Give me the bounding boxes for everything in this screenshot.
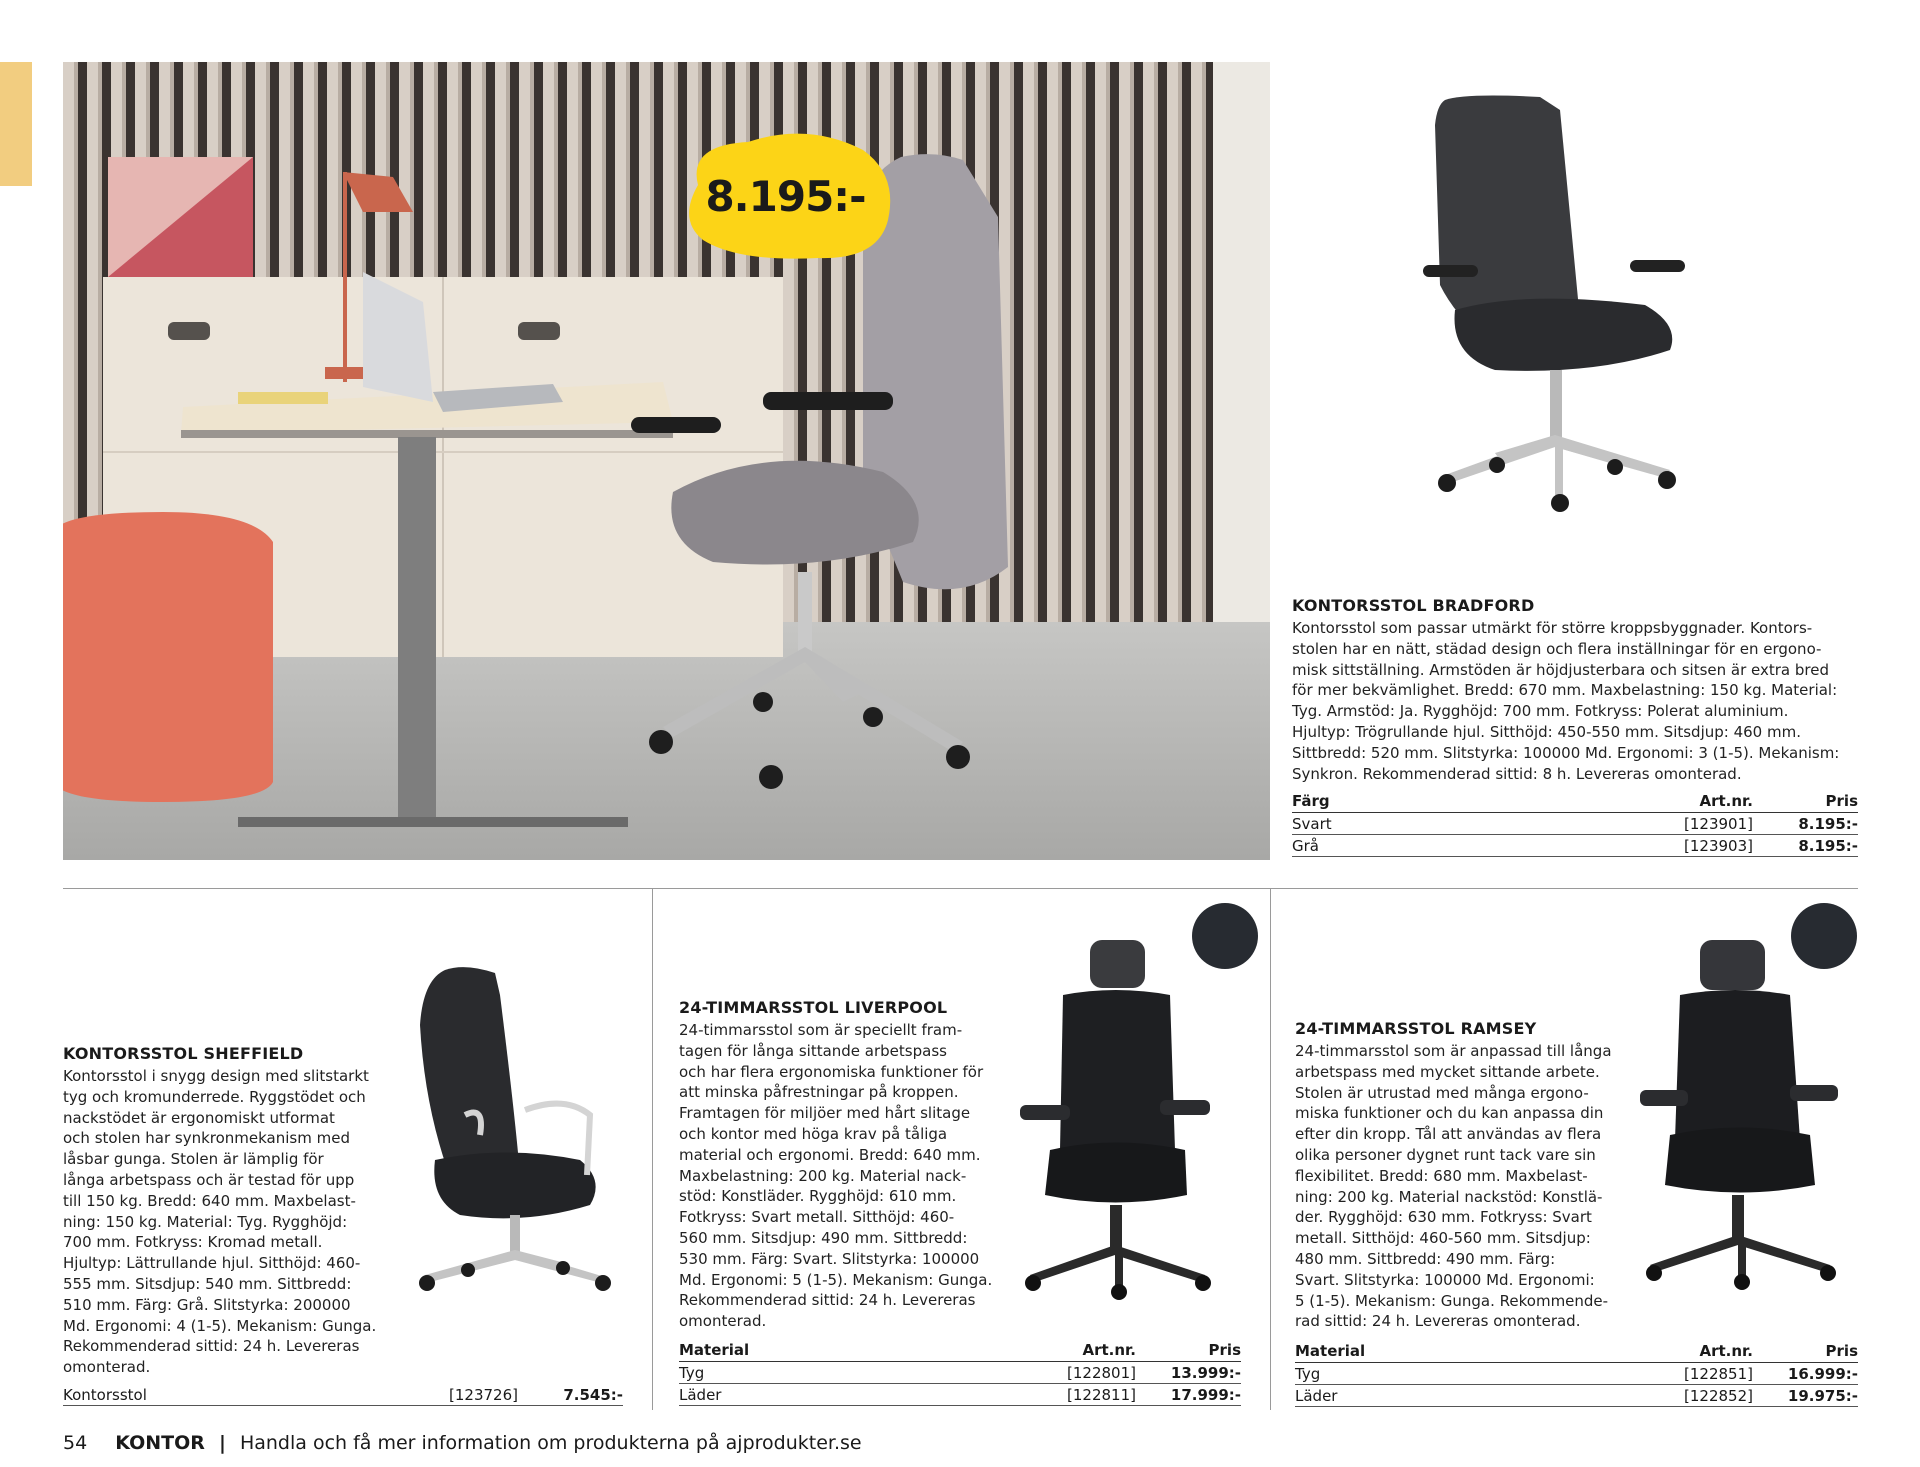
column-divider — [652, 888, 653, 1410]
table-row: Kontorsstol [123726] 7.545:- — [63, 1386, 623, 1404]
ramsey-description: 24-timmarsstol som är anpassad till långa arbetspass med mycket sittande arbete. Stolen är utrustad med många ergono- miska funktioner och du kan anpassa din efter din kropp. Tål att användas av flera olika personer dygnet runt tack vare sin flexibilitet. Bredd: 680 mm. Maxbelast- ning: 200 kg. Material nackstöd: Konstlä- der. Rygghöjd: 630 mm. Fotkryss: Svart metall. Sitthöjd: 460-560 mm. Sitsdjup: 480 mm. Sittbredd: 490 mm. Färg: Svart. Slitstyrka: 100000 Md. Ergonomi: 5 (1-5). Mekanism: Gunga. Rekommende- rad sittid: 24 h. Levereras omonterad. — [1295, 1042, 1612, 1331]
table-row: Läder [122852] 19.975:- — [1295, 1385, 1858, 1407]
footer-separator: | — [218, 1432, 226, 1454]
column-divider — [1270, 888, 1271, 1410]
hero-photo — [63, 62, 1270, 860]
bradford-product-image — [1405, 85, 1725, 525]
sheffield-description: Kontorsstol i snygg design med slitstarkt tyg och kromunderrede. Ryggstödet och nackstödet är ergonomiskt utformat och stolen har synkronmekanism med låsbar gunga. Stolen är lämplig för långa arbetspass och är testad för upp till 150 kg. Bredd: 640 mm. Maxbelast- ning: 150 kg. Material: Tyg. Rygghöjd: 700 mm. Fotkryss: Kromad metall. Hjultyp: Lättrullande hjul. Sitthöjd: 460- 555 mm. Sitsdjup: 540 mm. Sittbredd: 510 mm. Färg: Grå. Slitstyrka: 200000 Md. Ergonomi: 4 (1-5). Mekanism: Gunga. Rekommenderad sittid: 24 h. Levereras omonterad. — [63, 1067, 377, 1377]
ramsey-title: 24-TIMMARSSTOL RAMSEY — [1295, 1019, 1537, 1038]
table-row: Grå [123903] 8.195:- — [1292, 835, 1858, 857]
ramsey-price-table: Material Art.nr. Pris Tyg [122851] 16.999:- Läder [122852] 19.975:- — [1295, 1342, 1858, 1405]
sheffield-price-table — [63, 1384, 623, 1406]
footer-section: KONTOR — [115, 1432, 205, 1454]
price-badge-text: 8.195:- — [705, 172, 866, 221]
bradford-title: KONTORSSTOL BRADFORD — [1292, 596, 1535, 615]
page-footer — [63, 1432, 862, 1454]
liverpool-description: 24-timmarsstol som är speciellt fram- tagen för långa sittande arbetspass och har flera ergonomiska funktioner för att minska påfrestningar på kroppen. Framtagen för miljöer med hårt slitage och kontor med höga krav på tåliga material och ergonomi. Bredd: 640 mm. Maxbelastning: 200 kg. Material nack- stöd: Konstläder. Rygghöjd: 610 mm. Fotkryss: Svart metall. Sitthöjd: 460- 560 mm. Sitsdjup: 490 mm. Sittbredd: 530 mm. Färg: Svart. Slitstyrka: 100000 Md. Ergonomi: 5 (1-5). Mekanism: Gunga. Rekommenderad sittid: 24 h. Levereras omonterad. — [679, 1021, 993, 1331]
ramsey-product-image — [1640, 940, 1840, 1290]
table-row: Tyg [122801] 13.999:- — [679, 1362, 1241, 1384]
section-tab-marker — [0, 62, 32, 186]
table-row: Tyg [122851] 16.999:- — [1295, 1363, 1858, 1385]
bradford-description: Kontorsstol som passar utmärkt för större kroppsbyggnader. Kontors- stolen har en nätt, städad design och flera inställningar för en ergono- misk sittställning. Armstöden är höjdjusterbara och sitsen är extra bred för mer bekvämlighet. Bredd: 670 mm. Maxbelastning: 150 kg. Material: Tyg. Armstöd: Ja. Rygghöjd: 700 mm. Fotkryss: Polerat aluminium. Hjultyp: Trögrullande hjul. Sitthöjd: 450-550 mm. Sitsdjup: 460 mm. Sittbredd: 520 mm. Slitstyrka: 100000 Md. Ergonomi: 3 (1-5). Mekanism: Synkron. Rekommenderad sittid: 8 h. Levereras omonterad. — [1292, 619, 1840, 783]
sheffield-title: KONTORSSTOL SHEFFIELD — [63, 1044, 304, 1063]
liverpool-product-image — [1015, 940, 1215, 1300]
footer-link-text[interactable]: Handla och få mer information om produkterna på ajprodukter.se — [239, 1432, 862, 1454]
bradford-price-table: Färg Art.nr. Pris Svart [123901] 8.195:- Grå [123903] 8.195:- — [1292, 792, 1858, 855]
table-row: Svart [123901] 8.195:- — [1292, 813, 1858, 835]
price-badge — [678, 130, 893, 262]
section-divider — [63, 888, 1858, 889]
liverpool-title: 24-TIMMARSSTOL LIVERPOOL — [679, 998, 948, 1017]
liverpool-price-table: Material Art.nr. Pris Tyg [122801] 13.999:- Läder [122811] 17.999:- — [679, 1341, 1241, 1404]
table-row: Läder [122811] 17.999:- — [679, 1384, 1241, 1406]
page-number: 54 — [63, 1432, 88, 1454]
sheffield-product-image — [405, 965, 635, 1295]
